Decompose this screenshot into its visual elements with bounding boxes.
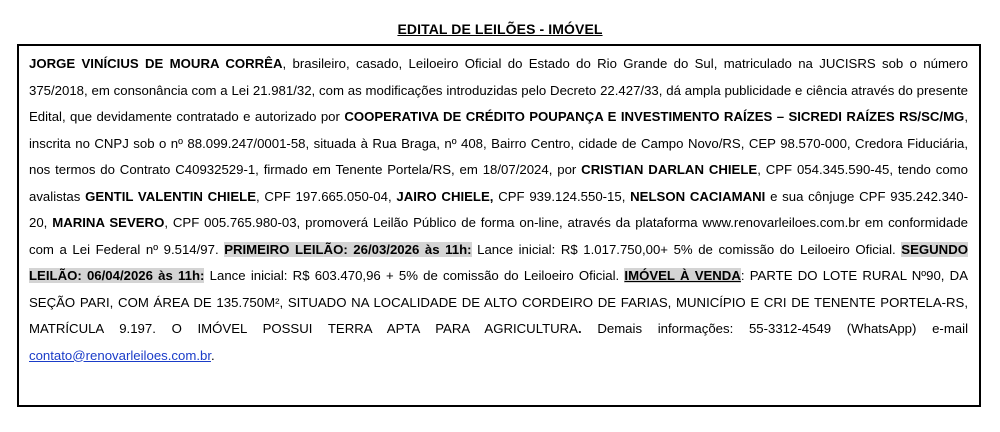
auctioneer-name: JORGE VINÍCIUS DE MOURA CORRÊA — [29, 56, 283, 71]
first-auction-terms: Lance inicial: R$ 1.017.750,00+ 5% de comissão do Leiloeiro Oficial. — [471, 241, 902, 257]
guarantor-name-3: NELSON CACIAMANI — [630, 188, 766, 204]
guarantor-details-3: e sua cônjuge CPF 935.242.340-20, — [29, 188, 968, 230]
creditor-name: COOPERATIVA DE CRÉDITO POUPANÇA E INVESTIMENTO RAÍZES – SICREDI RAÍZES RS/SC/MG — [344, 109, 965, 124]
debtor-details: , CPF 054.345.590-45, tendo como avalistas — [29, 162, 968, 204]
closing-period: . — [210, 347, 215, 363]
debtor-name: CRISTIAN DARLAN CHIELE — [581, 162, 758, 177]
contact-info: Demais informações: 55-3312-4549 (WhatsApp) e-mail — [597, 321, 968, 336]
first-auction-label: PRIMEIRO LEILÃO: 26/03/2026 às 11h: — [224, 241, 472, 257]
property-description: : PARTE DO LOTE RURAL Nº90, DA SEÇÃO PARI, COM ÁREA DE 135.750M², SITUADO NA LOCALIDADE DE ALTO CORDEIRO DE FARIAS, MUNICÍPIO E CRI DE TENENTE PORTELA-RS, MATRÍCULA 9.197. O IMÓVEL POSSUI TERRA APTA PARA AGRICULTURA — [29, 268, 968, 336]
second-auction-terms: Lance inicial: R$ 603.470,96 + 5% de comissão do Leiloeiro Oficial. — [204, 268, 625, 283]
property-period: . — [577, 321, 598, 336]
notice-body — [29, 51, 968, 369]
second-auction-label: SEGUNDO LEILÃO: 06/04/2026 às 11h: — [29, 241, 968, 283]
guarantor-name-2: JAIRO CHIELE, — [396, 188, 494, 204]
creditor-details: , inscrita no CNPJ sob o nº 88.099.247/0001-58, situada à Rua Braga, nº 408, Bairro Centro, cidade de Campo Novo/RS, CEP 98.570-000, Credora Fiduciária, nos termos do Contrato C40932529-1, firmado em Tenente Portela/RS, em 18/07/2024, por — [29, 109, 968, 177]
property-label: IMÓVEL À VENDA — [624, 268, 741, 283]
email-link[interactable]: contato@renovarleiloes.com.br — [29, 347, 211, 363]
document-title: EDITAL DE LEILÕES - IMÓVEL — [397, 21, 603, 37]
auctioneer-details: , brasileiro, casado, Leiloeiro Oficial do Estado do Rio Grande do Sul, matriculado na JUCISRS sob o número 375/2018, em consonância com a Lei 21.981/32, com as modificações introduzidas pelo Decreto 22.427/33, dá ampla publicidade e ciência através do presente Edital, que devidamente contratado e autorizado por — [29, 56, 968, 124]
guarantor-name-1: GENTIL VALENTIN CHIELE — [85, 188, 256, 204]
auction-announcement: , CPF 005.765.980-03, promoverá Leilão Público de forma on-line, através da plataforma www.renovarleiloes.com.br em conformidade com a Lei Federal nº 9.514/97. — [29, 215, 968, 257]
guarantor-details-1: , CPF 197.665.050-04, — [256, 188, 397, 204]
guarantor-details-2: CPF 939.124.550-15, — [493, 188, 631, 204]
spouse-name: MARINA SEVERO — [52, 215, 165, 230]
